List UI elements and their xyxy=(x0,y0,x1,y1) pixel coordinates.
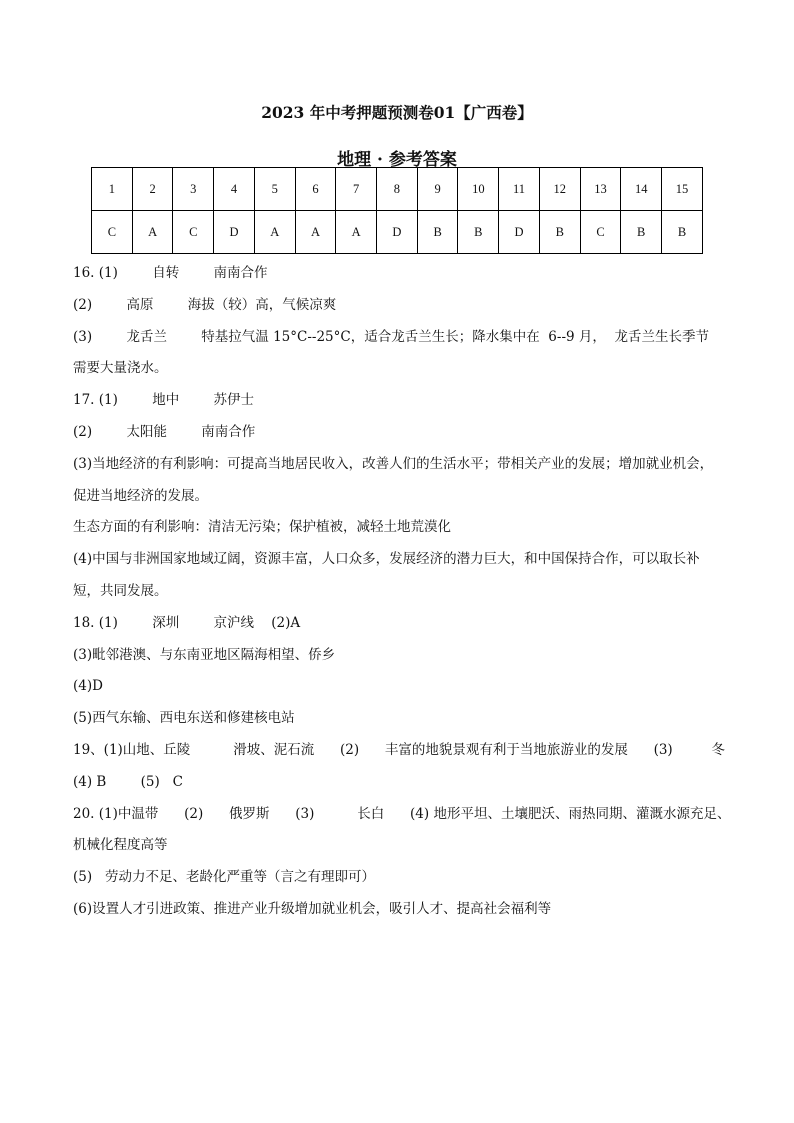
question-number-cell: 10 xyxy=(458,168,499,211)
answer-cell: A xyxy=(132,211,173,254)
answer-line: 20. (1)中温带 (2) 俄罗斯 (3) 长白 (4) 地形平坦、土壤肥沃、雨热同期、灌溉水源充足、 xyxy=(73,805,731,822)
question-number-cell: 2 xyxy=(132,168,173,211)
question-number-cell: 15 xyxy=(662,168,703,211)
question-number-cell: 5 xyxy=(254,168,295,211)
answer-line: 促进当地经济的发展。 xyxy=(73,487,208,504)
question-number-cell: 6 xyxy=(295,168,336,211)
question-number-row xyxy=(92,168,703,211)
answer-line: 16. (1) 自转 南南合作 xyxy=(73,265,268,281)
question-number-cell: 12 xyxy=(539,168,580,211)
answer-line: (4)中国与非洲国家地域辽阔，资源丰富，人口众多，发展经济的潜力巨大，和中国保持合作，可以取长补 xyxy=(73,551,700,568)
answer-line: 19、(1)山地、丘陵 滑坡、泥石流 (2) 丰富的地貌景观有利于当地旅游业的发展 (3) 冬 xyxy=(73,741,725,758)
answer-line: 短，共同发展。 xyxy=(73,582,168,599)
answer-cell: A xyxy=(254,211,295,254)
answer-cell: D xyxy=(499,211,540,254)
question-number-cell: 8 xyxy=(377,168,418,211)
answer-cell: B xyxy=(662,211,703,254)
answer-table xyxy=(91,167,703,254)
answer-line: (5)西气东输、西电东送和修建核电站 xyxy=(73,710,295,727)
answer-line: (6)设置人才引进政策、推进产业升级增加就业机会，吸引人才、提高社会福利等 xyxy=(73,900,552,917)
answer-cell: A xyxy=(336,211,377,254)
question-number-cell: 1 xyxy=(92,168,133,211)
answer-cell: A xyxy=(295,211,336,254)
question-number-cell: 9 xyxy=(417,168,458,211)
answer-cell: B xyxy=(458,211,499,254)
answer-row xyxy=(92,211,703,254)
answer-line: (2) 高原 海拔（较）高，气候凉爽 xyxy=(73,296,337,313)
answer-line: 17. (1) 地中 苏伊士 xyxy=(73,392,255,409)
question-number-cell: 13 xyxy=(580,168,621,211)
question-number-cell: 14 xyxy=(621,168,662,211)
answer-cell: B xyxy=(417,211,458,254)
question-number-cell: 11 xyxy=(499,168,540,211)
answer-line: (5) 劳动力不足、老龄化严重等（言之有理即可） xyxy=(73,869,375,886)
answer-line: 18. (1) 深圳 京沪线 (2)A xyxy=(73,614,301,631)
answer-line: (3)当地经济的有利影响：可提高当地居民收入，改善人们的生活水平；带相关产业的发展；增加就业机会， xyxy=(73,455,714,472)
answer-line: 机械化程度高等 xyxy=(73,837,168,854)
answer-cell: B xyxy=(621,211,662,254)
answer-line: (4)D xyxy=(73,678,103,695)
question-number-cell: 4 xyxy=(214,168,255,211)
answer-line: (4) B (5) C xyxy=(73,773,183,790)
document-title: 2023 年中考押题预测卷01【广西卷】 xyxy=(261,103,533,122)
answer-line: (3)毗邻港澳、与东南亚地区隔海相望、侨乡 xyxy=(73,646,336,663)
answer-line: (2) 太阳能 南南合作 xyxy=(73,423,256,440)
answer-cell: B xyxy=(539,211,580,254)
answer-line: 需要大量浇水。 xyxy=(73,360,168,377)
answer-line: (3) 龙舌兰 特基拉气温 15°C--25°C，适合龙舌兰生长；降水集中在 6--9 月， 龙舌兰生长季节 xyxy=(73,328,709,345)
answer-cell: C xyxy=(580,211,621,254)
question-number-cell: 7 xyxy=(336,168,377,211)
answer-cell: D xyxy=(377,211,418,254)
document-subtitle: 地理 · 参考答案 xyxy=(337,150,457,170)
answer-cell: C xyxy=(173,211,214,254)
answer-cell: C xyxy=(92,211,133,254)
answer-line: 生态方面的有利影响：清洁无污染；保护植被，减轻土地荒漠化 xyxy=(73,519,451,536)
answer-text-body xyxy=(73,258,733,926)
question-number-cell: 3 xyxy=(173,168,214,211)
answer-cell: D xyxy=(214,211,255,254)
